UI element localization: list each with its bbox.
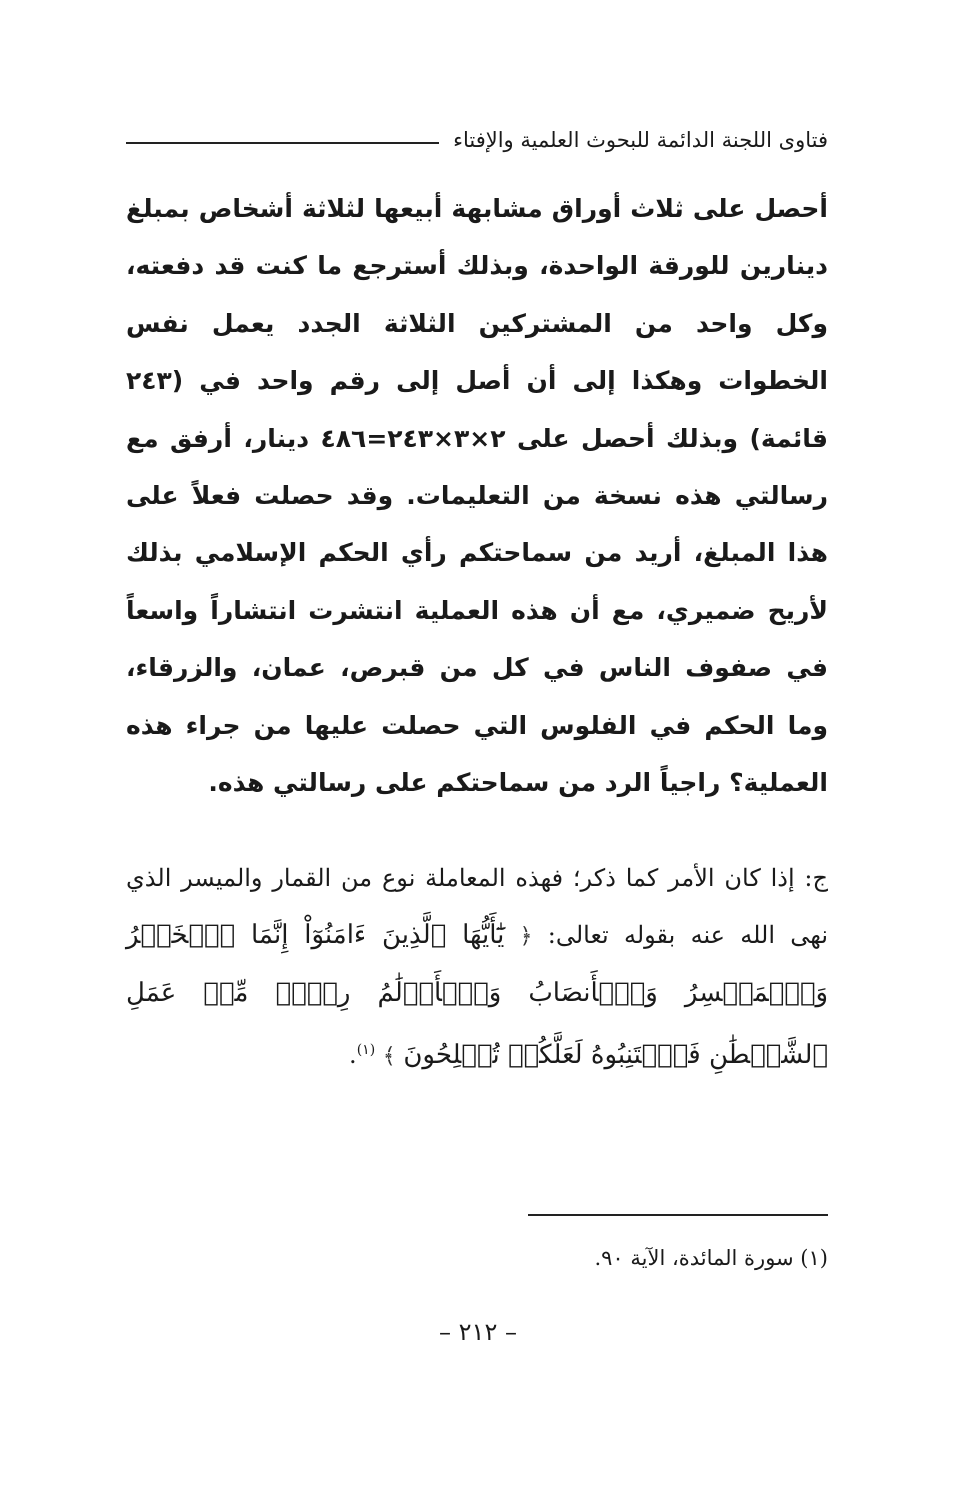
running-header-title: فتاوى اللجنة الدائمة للبحوث العلمية والإفتاء — [453, 128, 828, 152]
quran-verse: يَٰٓأَيُّهَا ٱلَّذِينَ ءَامَنُوٓاْ إِنَّمَا ٱلۡخَمۡرُ وَٱلۡمَيۡسِرُ وَٱلۡأَنصَابُ وَٱلۡأَزۡلَٰمُ رِجۡسٞ مِّنۡ عَمَلِ ٱلشَّيۡطَٰنِ فَٱجۡتَنِبُوهُ لَعَلَّكُمۡ تُفۡلِحُونَ — [126, 920, 828, 1070]
verse-open-bracket: ﴿ — [519, 924, 533, 949]
answer-paragraph — [126, 850, 828, 1085]
answer-end: . — [349, 1041, 357, 1069]
question-text: أحصل على ثلاث أوراق مشابهة أبيعها لثلاثة أشخاص بمبلغ دينارين للورقة الواحدة، وبذلك أسترجع ما كنت قد دفعته، وكل واحد من المشتركين الثلاثة الجدد يعمل نفس الخطوات وهكذا إلى أن أصل إلى رقم واحد في (٢٤٣ قائمة) وبذلك أحصل على ٢×٣×٢٤٣=٤٨٦ دينار، أرفق مع رسالتي هذه نسخة من التعليمات. وقد حصلت فعلاً على هذا المبلغ، أريد من سماحتكم رأي الحكم الإسلامي بذلك لأريح ضميري، مع أن هذه العملية انتشرت انتشاراً واسعاً في صفوف الناس في كل من قبرص، عمان، والزرقاء، وما الحكم في الفلوس التي حصلت عليها من جراء هذه العملية؟ راجياً الرد من سماحتكم على رسالتي هذه. — [126, 194, 828, 798]
answer-intro: ج: إذا كان الأمر كما ذكر؛ فهذه المعاملة نوع من القمار والميسر الذي نهى الله عنه بقوله تعالى: — [126, 864, 828, 949]
footnote-text: (١) سورة المائدة، الآية ٩٠. — [594, 1246, 828, 1270]
header-rule — [126, 142, 439, 144]
footnote-rule — [528, 1214, 828, 1216]
verse-close-bracket: ﴾ — [382, 1044, 396, 1069]
running-header — [126, 118, 828, 162]
footnote-marker: (١) — [356, 1042, 376, 1058]
page-number: – ٢١٢ – — [439, 1318, 517, 1346]
